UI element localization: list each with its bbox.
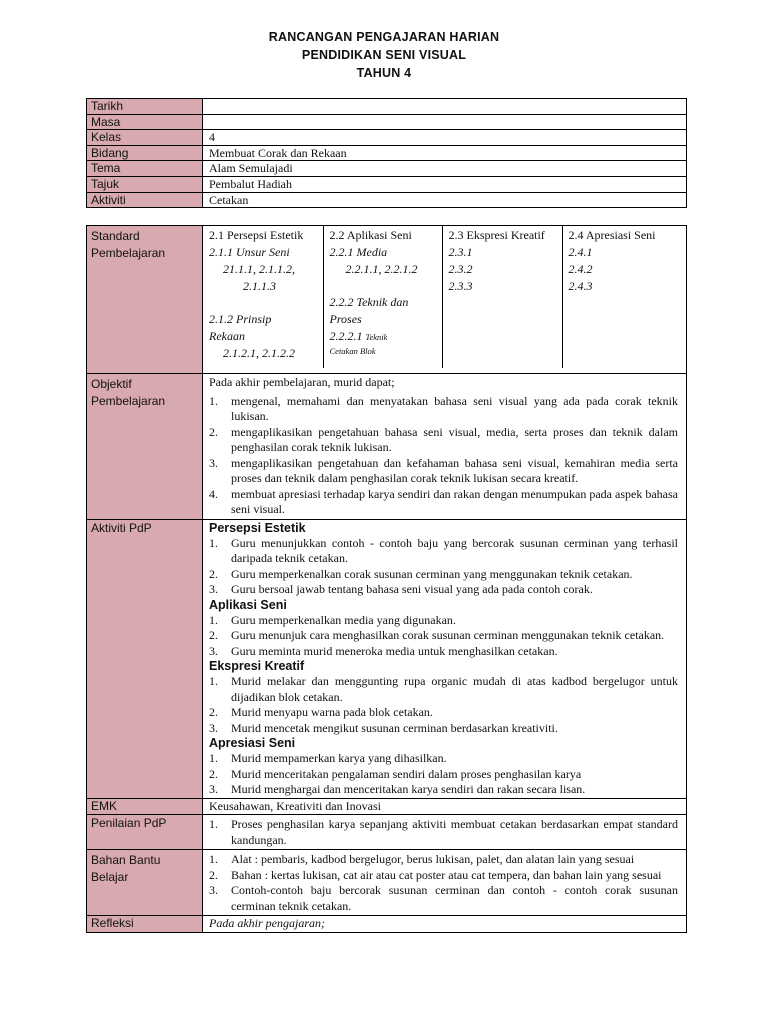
objektif-item	[209, 394, 686, 425]
doc-subject: PENDIDIKAN SENI VISUAL	[301, 48, 467, 62]
standard-label-2: Pembelajaran	[91, 246, 166, 260]
info-label: Bidang	[87, 145, 203, 161]
info-value: Alam Semulajadi	[203, 161, 687, 177]
aktiviti-item	[209, 644, 686, 660]
lesson-table	[86, 225, 687, 933]
aktiviti-item	[209, 721, 686, 737]
aktiviti-section-list	[209, 674, 686, 736]
list-number: 1.	[209, 674, 218, 688]
aktiviti-section-title: Aplikasi Seni	[209, 597, 287, 612]
penilaian-item	[209, 817, 686, 848]
info-row	[87, 130, 687, 146]
list-text: Murid mencetak mengikut susunan cerminan berdasarkan kreativiti.	[231, 720, 558, 735]
info-value	[203, 114, 687, 130]
list-number: 1.	[209, 612, 218, 627]
standard-label-1: Standard	[91, 229, 140, 243]
aktiviti-item	[209, 782, 686, 798]
aktiviti-item	[209, 751, 686, 767]
list-text: mengaplikasikan pengetahuan bahasa seni visual, media, serta proses dan teknik dalam penghasilan corak teknik lukisan.	[231, 424, 678, 454]
objektif-label-1: Objektif	[91, 377, 132, 391]
aktiviti-item	[209, 582, 686, 598]
info-value	[203, 99, 687, 115]
aktiviti-section-title: Ekspresi Kreatif	[209, 659, 305, 673]
info-table	[86, 98, 687, 208]
refleksi-label: Refleksi	[91, 916, 134, 930]
list-number: 2.	[209, 705, 218, 719]
info-value: 4	[203, 130, 687, 146]
aktiviti-item	[209, 767, 686, 783]
aktiviti-section-list	[209, 613, 686, 660]
info-label: Tajuk	[87, 176, 203, 192]
list-text: Alat : pembaris, kadbod bergelugor, berus lukisan, palet, dan alatan lain yang sesuai	[231, 852, 635, 866]
bahan-label-1: Bahan Bantu	[91, 853, 161, 867]
list-text: Guru meminta murid meneroka media untuk menghasilkan cetakan.	[231, 643, 558, 658]
info-label: Kelas	[87, 130, 203, 146]
info-value: Membuat Corak dan Rekaan	[203, 145, 687, 161]
list-text: Murid menyapu warna pada blok cetakan.	[231, 705, 433, 719]
std-col-aplikasi: 2.2 Aplikasi Seni 2.2.1 Media 2.2.1.1, 2.2.1.2 2.2.2 Teknik dan Proses 2.2.2.1 Teknik Cetakan Blok	[323, 226, 442, 368]
list-text: Murid melakar dan menggunting rupa organic mudah di atas kadbod bergelugor untuk dijadikan blok cetakan.	[231, 674, 678, 704]
doc-title: RANCANGAN PENGAJARAN HARIAN	[268, 30, 500, 44]
list-number: 3.	[209, 455, 218, 470]
list-number: 2.	[209, 628, 218, 642]
info-label: Tarikh	[87, 99, 203, 115]
emk-label: EMK	[91, 798, 118, 813]
info-label: Masa	[87, 114, 203, 130]
objektif-row	[87, 374, 687, 520]
list-number: 2.	[209, 867, 218, 882]
info-value: Cetakan	[203, 192, 687, 208]
info-row	[87, 145, 687, 161]
standard-grid	[203, 226, 686, 368]
doc-year: TAHUN 4	[356, 66, 412, 80]
standard-row	[87, 226, 687, 374]
info-value: Pembalut Hadiah	[203, 176, 687, 192]
objektif-label-2: Pembelajaran	[91, 394, 166, 408]
list-text: Proses penghasilan karya sepanjang aktiviti membuat cetakan berdasarkan empat standard kandungan.	[231, 817, 678, 847]
objektif-intro: Pada akhir pembelajaran, murid dapat;	[209, 375, 395, 389]
bahan-item	[209, 852, 686, 868]
aktiviti-section-list	[209, 751, 686, 798]
list-number: 3.	[209, 720, 218, 735]
list-text: mengaplikasikan pengetahuan dan kefahaman bahasa seni visual, kemahiran media serta proses dan teknik dalam penghasilan corak teknik lukisan secara kreatif.	[231, 455, 678, 485]
penilaian-label: Penilaian PdP	[91, 816, 167, 830]
list-text: Guru bersoal jawab tentang bahasa seni visual yang ada pada contoh corak.	[231, 582, 593, 596]
objektif-item	[209, 487, 686, 518]
list-text: Murid menceritakan pengalaman sendiri dalam proses penghasilan karya	[231, 766, 582, 781]
list-text: Murid menghargai dan menceritakan karya sendiri dan rakan secara lisan.	[231, 782, 586, 796]
emk-value: Keusahawan, Kreativiti dan Inovasi	[209, 798, 381, 813]
bahan-label-2: Belajar	[91, 870, 129, 884]
aktiviti-item	[209, 536, 686, 567]
list-text: membuat apresiasi terhadap karya sendiri dan rakan dengan menumpukan pada aspek bahasa seni visual.	[231, 486, 678, 516]
penilaian-list	[209, 817, 686, 848]
bahan-row	[87, 850, 687, 916]
info-row	[87, 176, 687, 192]
list-number: 1.	[209, 393, 218, 408]
info-row	[87, 114, 687, 130]
list-number: 2.	[209, 566, 218, 581]
list-number: 2.	[209, 766, 218, 781]
list-number: 1.	[209, 751, 218, 765]
aktiviti-label: Aktiviti PdP	[91, 520, 152, 535]
std-col-persepsi: 2.1 Persepsi Estetik 2.1.1 Unsur Seni 21.1.1, 2.1.1.2, 2.1.1.3 2.1.2 Prinsip Rekaan 2.1.2.1, 2.1.2.2	[203, 226, 323, 368]
aktiviti-section-title: Apresiasi Seni	[209, 736, 296, 750]
list-text: Bahan : kertas lukisan, cat air atau cat poster atau cat tempera, dan bahan lain yang sesuai	[231, 867, 662, 882]
penilaian-row	[87, 815, 687, 850]
list-text: Guru menunjukkan contoh - contoh baju yang bercorak susunan cerminan yang terhasil daripada teknik cetakan.	[231, 535, 678, 565]
list-number: 4.	[209, 486, 218, 501]
aktiviti-section-title: Persepsi Estetik	[209, 520, 306, 535]
info-row	[87, 99, 687, 115]
info-label: Tema	[87, 161, 203, 177]
list-text: Guru memperkenalkan corak susunan cerminan yang menggunakan teknik cetakan.	[231, 566, 633, 581]
list-number: 1.	[209, 852, 218, 866]
list-text: Murid mempamerkan karya yang dihasilkan.	[231, 751, 447, 765]
emk-row	[87, 798, 687, 815]
info-row	[87, 161, 687, 177]
aktiviti-item	[209, 567, 686, 583]
list-number: 3.	[209, 582, 218, 596]
aktiviti-item	[209, 613, 686, 629]
info-label: Aktiviti	[87, 192, 203, 208]
bahan-item	[209, 883, 686, 914]
refleksi-value: Pada akhir pengajaran;	[209, 916, 325, 930]
info-row	[87, 192, 687, 208]
objektif-item	[209, 425, 686, 456]
refleksi-row	[87, 916, 687, 933]
list-number: 3.	[209, 782, 218, 796]
aktiviti-item	[209, 674, 686, 705]
list-text: mengenal, memahami dan menyatakan bahasa seni visual yang ada pada corak teknik lukisan.	[231, 393, 678, 423]
list-number: 1.	[209, 535, 218, 550]
aktiviti-section-list	[209, 536, 686, 598]
list-text: Guru menunjuk cara menghasilkan corak susunan cerminan menggunakan teknik cetakan.	[231, 628, 665, 642]
list-number: 1.	[209, 817, 218, 831]
aktiviti-row	[87, 519, 687, 798]
bahan-item	[209, 868, 686, 884]
list-number: 2.	[209, 424, 218, 439]
objektif-list	[209, 394, 686, 518]
list-text: Guru memperkenalkan media yang digunakan.	[231, 612, 456, 627]
aktiviti-item	[209, 705, 686, 721]
std-col-ekspresi: 2.3 Ekspresi Kreatif 2.3.1 2.3.2 2.3.3	[442, 226, 562, 368]
std-col-apresiasi: 2.4 Apresiasi Seni 2.4.1 2.4.2 2.4.3	[568, 228, 656, 293]
objektif-item	[209, 456, 686, 487]
list-number: 3.	[209, 643, 218, 658]
aktiviti-item	[209, 628, 686, 644]
list-text: Contoh-contoh baju bercorak susunan cerminan dan contoh - contoh corak susunan cerminan teknik cetakan.	[231, 883, 678, 913]
aktiviti-content	[203, 519, 687, 798]
bahan-list	[209, 852, 686, 914]
list-number: 3.	[209, 883, 218, 897]
